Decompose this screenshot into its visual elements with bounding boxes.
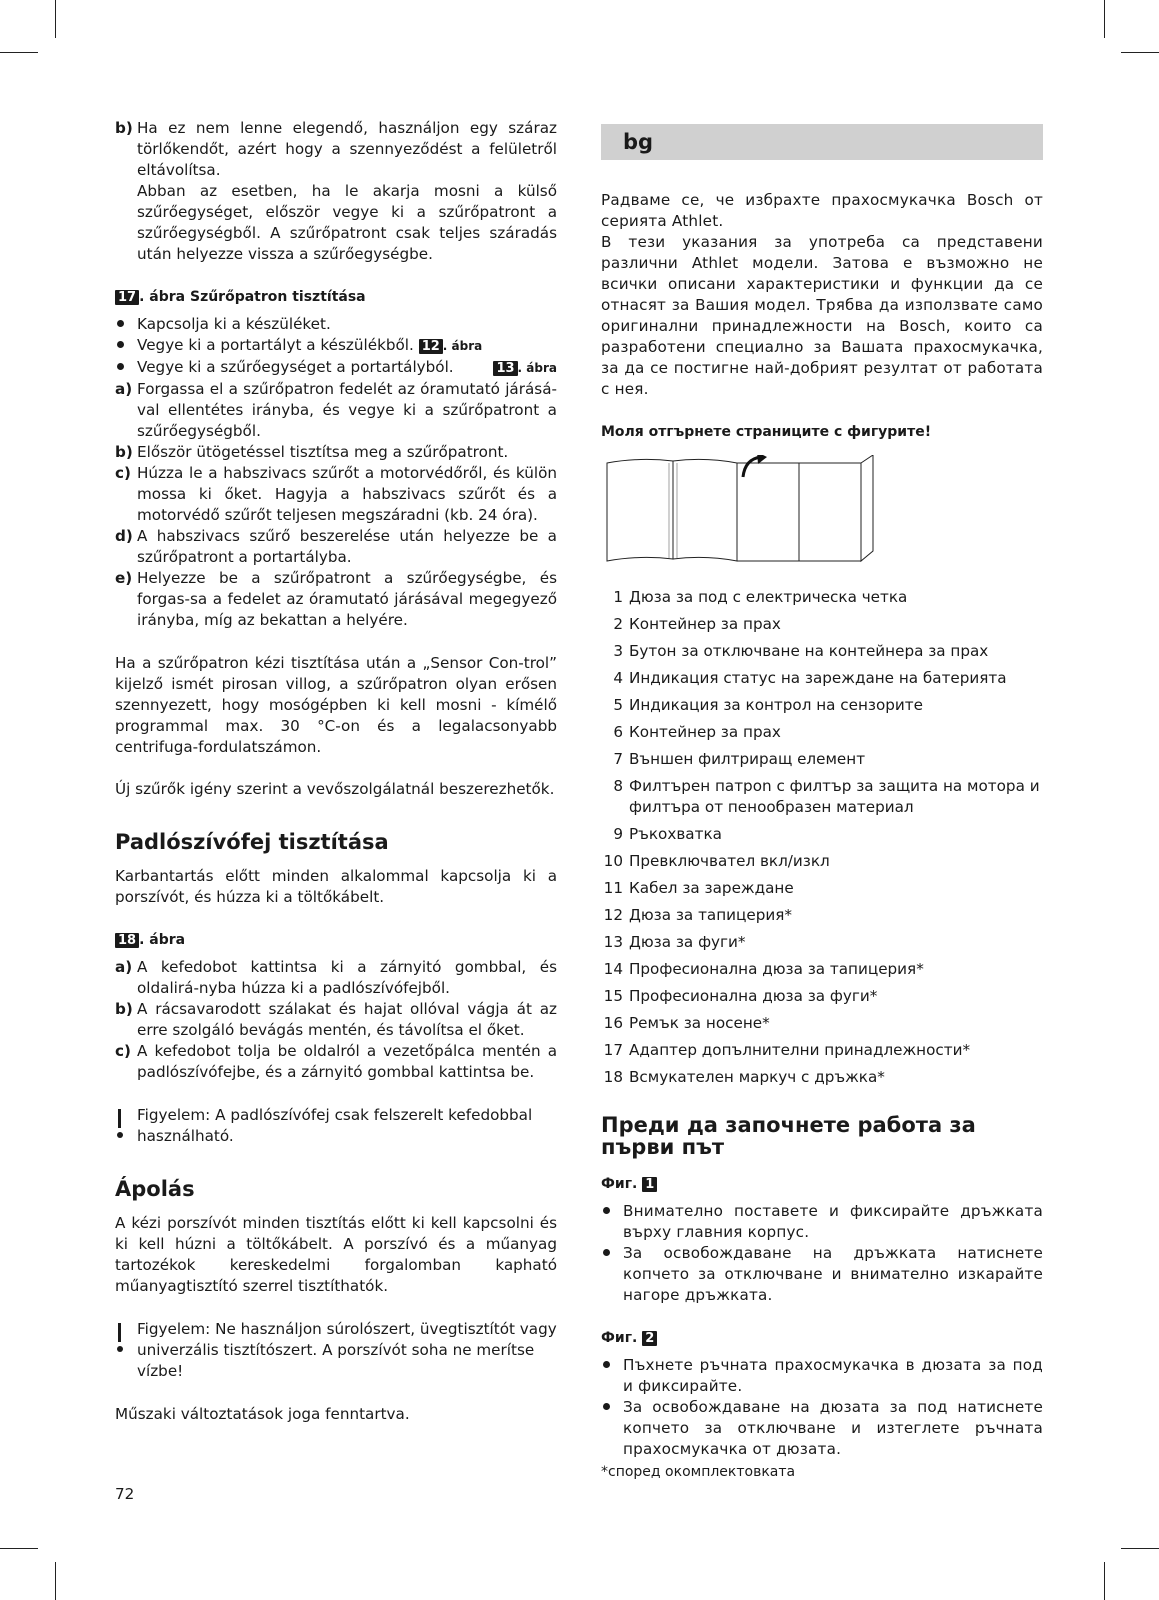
bullet-icon: [115, 335, 137, 356]
bullet-text: Vegye ki a szűrőegységet a portartályból.: [137, 358, 454, 376]
exclamation-icon: [115, 1105, 137, 1147]
part-number: 7: [613, 750, 623, 768]
part-label: Бутон за отключване на контейнера за прах: [629, 642, 989, 660]
step-label: b): [115, 443, 133, 461]
part-number: 6: [613, 723, 623, 741]
figure-heading: [601, 1328, 1043, 1349]
bullet-icon: [601, 1243, 623, 1264]
part-number: 18: [603, 1068, 623, 1086]
crop-mark: [0, 52, 38, 53]
figure-heading: [601, 1174, 1043, 1195]
part-number: 1: [613, 588, 623, 606]
paragraph: Ha ez nem lenne elegendő, használjon egy száraz törlőkendőt, azért hogy a szennyeződést a felületről eltávolítsa.: [137, 119, 557, 179]
bullet-text: Пъхнете ръчната прахосмукачка в дюзата за под и фиксирайте.: [623, 1356, 1043, 1395]
list-item: [601, 587, 1043, 608]
figure-ref: . ábra: [517, 361, 557, 375]
paragraph: A kézi porszívót minden tisztítás előtt ki kell kapcsolni és ki kell húzni a töltőkábelt. A porszívó és a műanyag tartozékok kereskedelmi forgalomban kapható műanyagtisztító szerrel tisztíthatók.: [115, 1214, 557, 1295]
part-number: 17: [603, 1041, 623, 1059]
step-text: Helyezze be a szűrőpatront a szűrőegységbe, és forgas-sa a fedelet az óramutató járásával megegyező irányba, míg az bekattan a helyére.: [137, 569, 557, 629]
step-item: [115, 999, 557, 1041]
part-label: Индикация за контрол на сензорите: [629, 696, 923, 714]
bullet-icon: [115, 357, 137, 378]
step-text: A habszivacs szűrő beszerelése után helyezze be a szűrőpatront a portartályba.: [137, 527, 557, 566]
bullet-item: [115, 335, 557, 357]
bullet-item: [115, 357, 557, 379]
part-number: 3: [613, 642, 623, 660]
figure-ref: . ábra: [442, 339, 483, 353]
step-item: [115, 1041, 557, 1083]
part-label: Дюза за тапицерия*: [629, 906, 792, 924]
part-label: Превключвател вкл/изкл: [629, 852, 830, 870]
foldout-pages-illustration: [605, 455, 875, 565]
bullet-text: За освобождаване на дръжката натиснете копчето за отключване и внимателно изкарайте нагоре дръжката.: [623, 1244, 1043, 1304]
figure-number-badge: 18: [115, 933, 139, 948]
list-item: [601, 851, 1043, 872]
part-number: 14: [603, 960, 623, 978]
figure-number-badge: 2: [642, 1331, 657, 1346]
part-label: Филтърен патрon с филтър за защита на мотора и филтъра от пенообразен материал: [629, 777, 1040, 816]
step-label: a): [115, 958, 133, 976]
list-item: [601, 878, 1043, 899]
step-label: c): [115, 1042, 131, 1060]
paragraph: Abban az esetben, ha le akarja mosni a külső szűrőegységet, először vegye ki a szűrőpatront a szűrőegységből. A szűrőpatront csak teljes száradás után helyezze vissza a szűrőegységbe.: [137, 182, 557, 263]
figure-number-badge: 13: [493, 361, 517, 376]
bullet-item: [601, 1201, 1043, 1243]
figure-number-badge: 17: [115, 290, 139, 305]
list-item: [601, 776, 1043, 818]
bullet-item: [601, 1397, 1043, 1460]
paragraph: Műszaki változtatások joga fenntartva.: [115, 1405, 410, 1423]
bullet-icon: [115, 314, 137, 335]
crop-mark: [1121, 1548, 1159, 1549]
list-item: [601, 614, 1043, 635]
part-label: Всмукателен маркуч с дръжка*: [629, 1068, 885, 1086]
list-item: [601, 986, 1043, 1007]
part-label: Ремък за носене*: [629, 1014, 770, 1032]
step-label: b): [115, 119, 133, 137]
part-number: 8: [613, 777, 623, 795]
list-item: [601, 824, 1043, 845]
part-label: Професионална дюза за фуги*: [629, 987, 878, 1005]
part-number: 10: [603, 852, 623, 870]
part-number: 9: [613, 825, 623, 843]
step-text: Először ütögetéssel tisztítsa meg a szűrőpatront.: [137, 443, 509, 461]
section-heading: Ápolás: [115, 1177, 195, 1201]
part-label: Контейнер за прах: [629, 723, 781, 741]
list-item: [601, 905, 1043, 926]
paragraph: Új szűrők igény szerint a vevőszolgálatnál beszerezhetők.: [115, 780, 555, 798]
step-text: A kefedobot kattintsa ki a zárnyitó gombbal, és oldalirá-nyba húzza ki a padlószívófejből.: [137, 958, 557, 997]
figure-label: Фиг.: [601, 1176, 638, 1192]
crop-mark: [1104, 0, 1105, 38]
part-number: 15: [603, 987, 623, 1005]
part-label: Ръкохватка: [629, 825, 722, 843]
step-label: c): [115, 464, 131, 482]
figure-title: . ábra Szűrőpatron tisztítása: [139, 289, 366, 305]
bullet-icon: [601, 1397, 623, 1418]
part-label: Контейнер за прах: [629, 615, 781, 633]
step-item: [115, 568, 557, 631]
list-item: [601, 932, 1043, 953]
step-item: [115, 442, 557, 463]
page-number: 72: [115, 1485, 135, 1503]
bullet-text: За освобождаване на дюзата за под натиснете копчето за отключване и изтеглете ръчната прахосмукачка от дюзата.: [623, 1398, 1043, 1458]
step-text: Forgassa el a szűrőpatron fedelét az óramutató járásá-val ellentétes irányba, és vegye ki a szűrőpatront a szűrőegységből.: [137, 380, 557, 440]
crop-mark: [1104, 1562, 1105, 1600]
figure-number-badge: 12: [419, 339, 443, 354]
crop-mark: [55, 0, 56, 38]
part-label: Кабел за зареждане: [629, 879, 794, 897]
step-text: Húzza le a habszivacs szűrőt a motorvédőről, és külön mossa ki őket. Hagyja a habszivacs szűrőt és a motorvédő szűrőt teljesen megszáradni (kb. 24 óra).: [137, 464, 557, 524]
bullet-text: Kapcsolja ki a készüléket.: [137, 315, 331, 333]
bullet-item: [115, 314, 557, 335]
part-label: Дюза за под с електрическа четка: [629, 588, 908, 606]
warning-text: Figyelem: Ne használjon súrolószert, üvegtisztítót vagy univerzális tisztítószert. A porszívót soha ne merítse vízbe!: [137, 1320, 557, 1380]
list-item: [601, 695, 1043, 716]
warning-note: [115, 1319, 557, 1382]
part-number: 4: [613, 669, 623, 687]
unfold-note: Моля отгърнете страниците с фигурите!: [601, 424, 932, 440]
step-label: a): [115, 380, 133, 398]
step-item: [115, 526, 557, 568]
paragraph: Karbantartás előtt minden alkalommal kapcsolja ki a porszívót, és húzza ki a töltőkábelt.: [115, 867, 557, 906]
paragraph: Ha a szűrőpatron kézi tisztítása után a „Sensor Con-trol” kijelző ismét pirosan villog, a szűrőpatron olyan erősen szennyezett, hogy mosógépben ki kell mosni - kímélő programmal max. 30 °C-on és a legalacsonyabb centrifuga-fordulatszámon.: [115, 654, 557, 756]
part-label: Професионална дюза за тапицерия*: [629, 960, 924, 978]
crop-mark: [1121, 52, 1159, 53]
bullet-icon: [601, 1355, 623, 1376]
bullet-item: [601, 1243, 1043, 1306]
crop-mark: [0, 1548, 38, 1549]
step-label: e): [115, 569, 133, 587]
step-label: b): [115, 1000, 133, 1018]
list-item: [601, 749, 1043, 770]
figure-number-badge: 1: [642, 1177, 657, 1192]
part-number: 16: [603, 1014, 623, 1032]
warning-note: [115, 1105, 557, 1147]
list-item: [601, 641, 1043, 662]
part-number: 13: [603, 933, 623, 951]
part-number: 2: [613, 615, 623, 633]
figure-heading: [115, 287, 557, 308]
bullet-text: Vegye ki a portartályt a készülékből.: [137, 336, 414, 354]
language-header: bg: [601, 124, 1043, 160]
paragraph: В тези указания за употреба са представени различни Athlet модели. Затова е възможно не всички описани характеристики и функции да се отнасят за Вашия модел. Трябва да използвате само оригинални принадлежности на Bosch, които са разработени специално за Вашата прахосмукачка, за да се постигне най-добрият резултат от работата с нея.: [601, 233, 1043, 398]
step-label: d): [115, 527, 133, 545]
part-label: Външен филтриращ елемент: [629, 750, 866, 768]
list-item: [601, 1040, 1043, 1061]
section-heading: Преди да започнете работа за първи път: [601, 1113, 976, 1159]
list-item: [601, 1013, 1043, 1034]
figure-heading: [115, 930, 557, 951]
part-number: 5: [613, 696, 623, 714]
warning-text: Figyelem: A padlószívófej csak felszerelt kefedobbal használható.: [137, 1106, 533, 1145]
crop-mark: [55, 1562, 56, 1600]
list-item: [601, 959, 1043, 980]
left-column: [115, 118, 557, 1425]
part-label: Индикация статус на зареждане на батерията: [629, 669, 1007, 687]
part-label: Дюза за фуги*: [629, 933, 746, 951]
bullet-icon: [601, 1201, 623, 1222]
step-item: [115, 379, 557, 442]
step-item: [115, 118, 557, 265]
part-number: 11: [603, 879, 623, 897]
exclamation-icon: [115, 1319, 137, 1382]
figure-label: Фиг.: [601, 1330, 638, 1346]
list-item: [601, 722, 1043, 743]
paragraph: Радваме се, че избрахте прахосмукачка Bosch от серията Athlet.: [601, 191, 1043, 230]
part-number: 12: [603, 906, 623, 924]
step-item: [115, 957, 557, 999]
step-item: [115, 463, 557, 526]
figure-title: . ábra: [139, 932, 186, 948]
footnote: *според окомплектовката: [601, 1464, 796, 1480]
bullet-text: Внимателно поставете и фиксирайте дръжката върху главния корпус.: [623, 1202, 1043, 1241]
part-label: Адаптер допълнителни принадлежности*: [629, 1041, 971, 1059]
list-item: [601, 1067, 1043, 1088]
right-column: [601, 124, 1043, 1483]
step-text: A kefedobot tolja be oldalról a vezetőpálca mentén a padlószívófejbe, és a zárnyitó gombbal kattintsa be.: [137, 1042, 557, 1081]
list-item: [601, 668, 1043, 689]
bullet-item: [601, 1355, 1043, 1397]
step-text: A rácsavarodott szálakat és hajat ollóval vágja át az erre szolgáló bevágás mentén, és távolítsa el őket.: [137, 1000, 557, 1039]
parts-list: [601, 587, 1043, 1088]
section-heading: Padlószívófej tisztítása: [115, 830, 389, 854]
